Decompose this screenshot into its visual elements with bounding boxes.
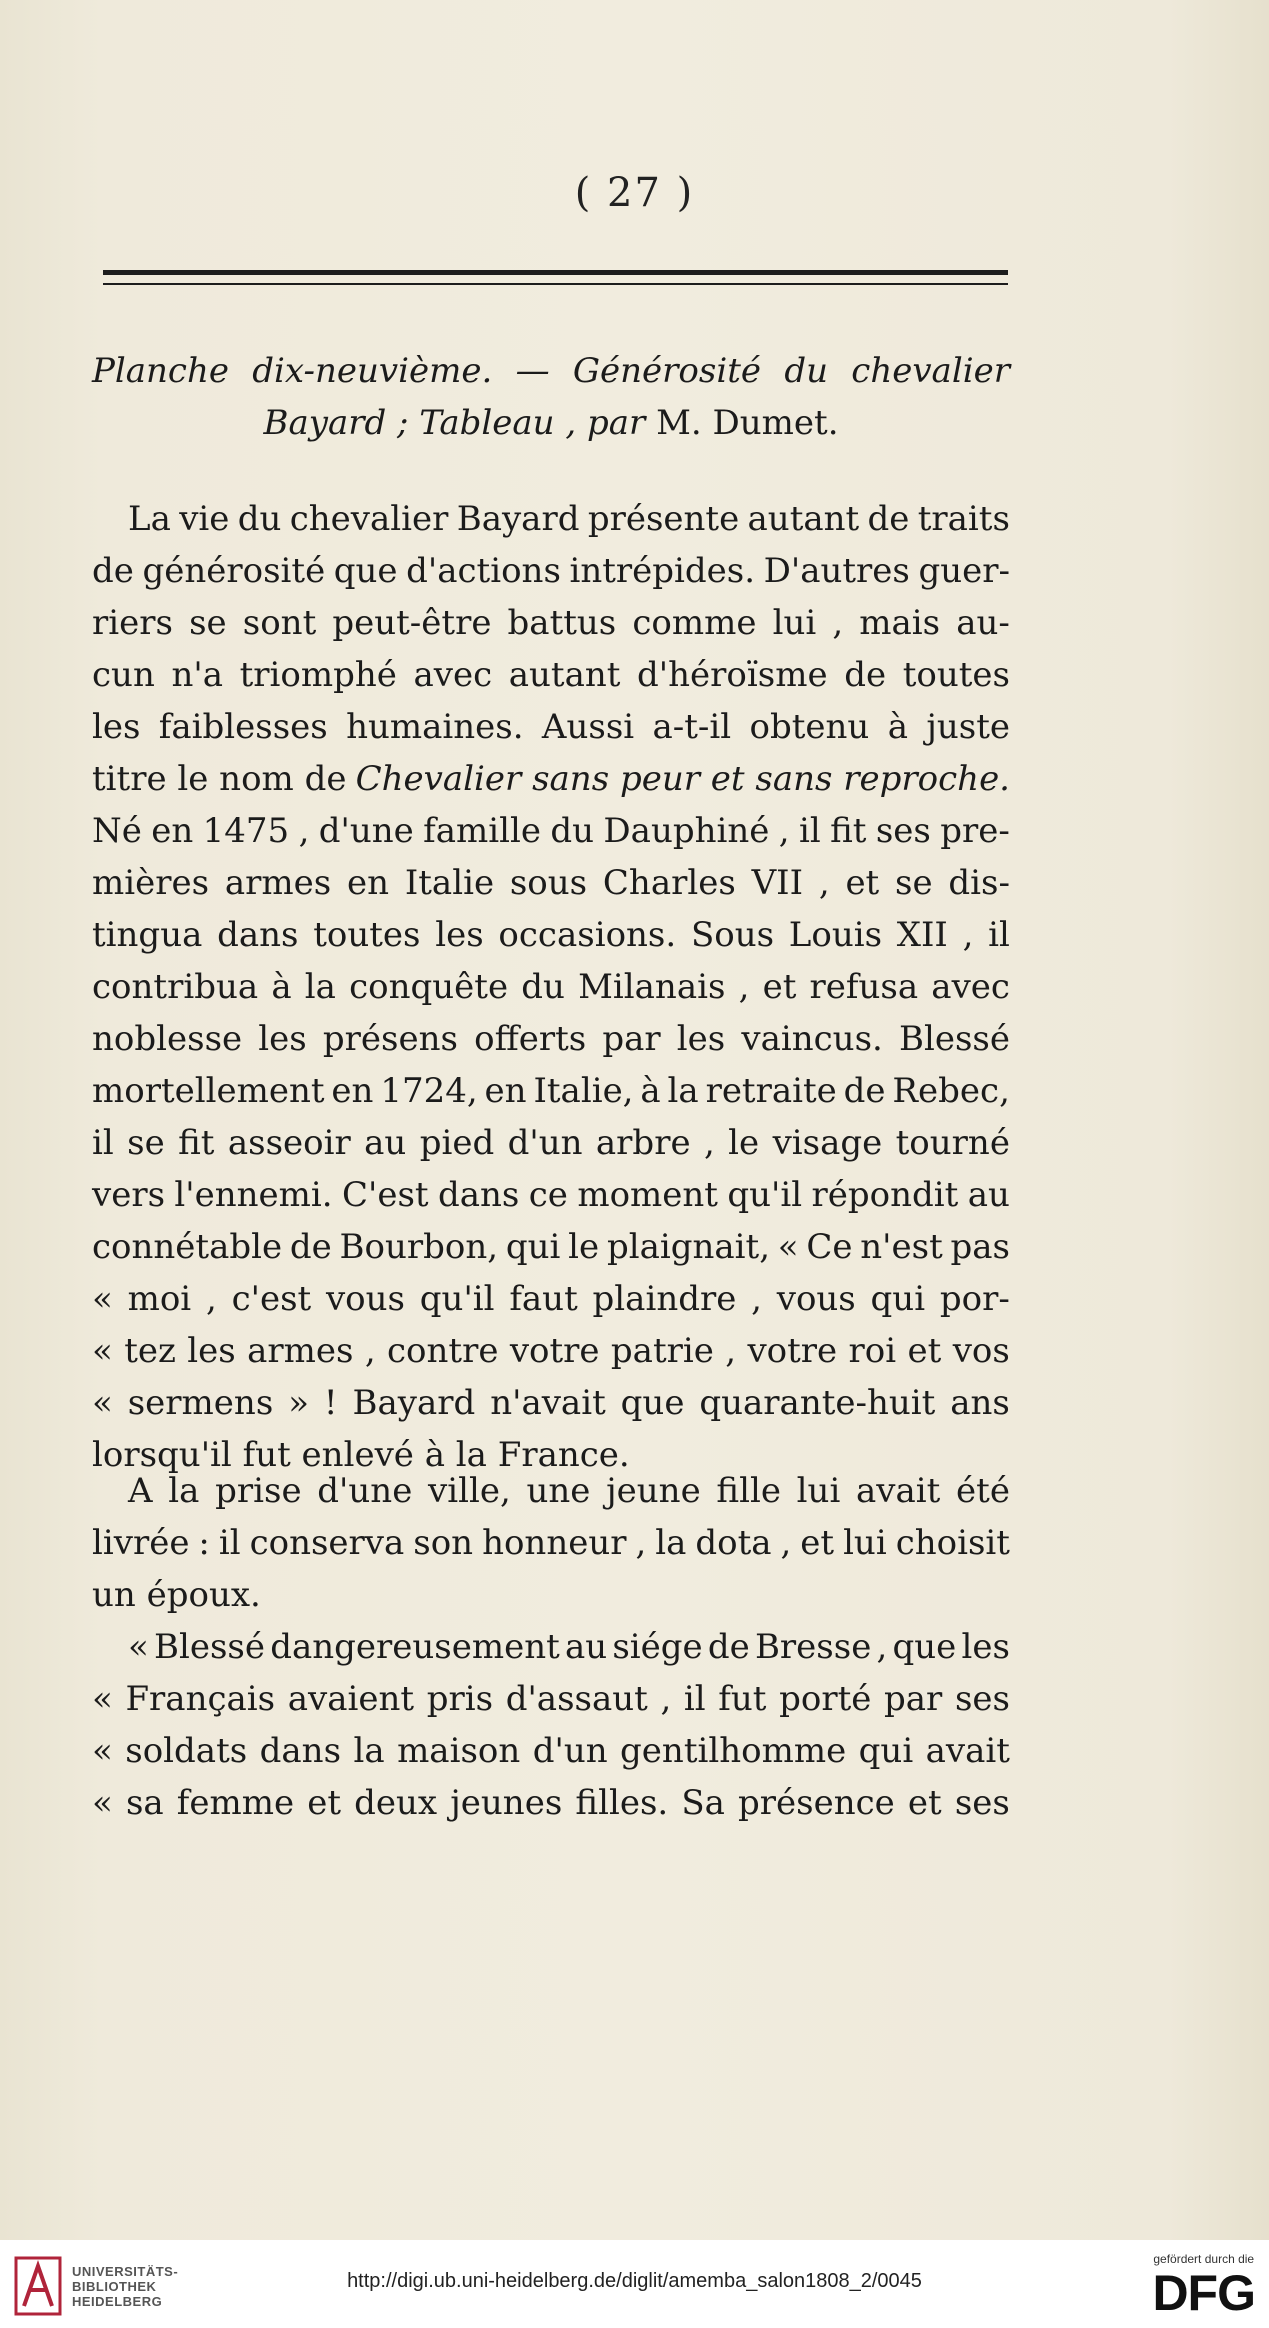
page-number: ( 27 ) — [574, 170, 695, 216]
word: faut — [509, 1279, 578, 1319]
word: les — [435, 915, 484, 955]
viewer-footer — [0, 2240, 1269, 2328]
word: armes — [247, 1331, 354, 1371]
word: le — [568, 1227, 600, 1267]
word: , — [364, 1331, 376, 1371]
paragraph-2 — [92, 1465, 1010, 1621]
word: , — [832, 603, 844, 643]
heading-italic: Bayard ; Tableau , par — [263, 403, 646, 443]
word: Bayard — [456, 499, 580, 539]
header-rule-thick — [103, 270, 1008, 275]
word: plaignait, — [606, 1227, 770, 1267]
word: mais — [859, 603, 941, 643]
text-line — [92, 1065, 1010, 1117]
heading-word: Générosité — [572, 351, 762, 391]
word: livrée — [92, 1523, 190, 1563]
word: occasions. — [498, 915, 677, 955]
word: « — [92, 1679, 113, 1719]
word: sermens — [127, 1383, 274, 1423]
word: fut — [718, 1679, 767, 1719]
word: qui — [505, 1227, 561, 1267]
word: refusa — [809, 967, 919, 1007]
text-line — [92, 1273, 1010, 1325]
word: soldats — [125, 1731, 248, 1771]
library-name-line: UNIVERSITÄTS- — [72, 2263, 179, 2279]
word: « — [92, 1331, 113, 1371]
word: se — [189, 603, 227, 643]
word: , — [703, 1123, 715, 1163]
word: répondit — [811, 1175, 959, 1215]
word: ! — [323, 1383, 338, 1423]
word: Italie, — [533, 1071, 634, 1111]
word: il — [798, 811, 821, 851]
word: de — [843, 1071, 886, 1111]
text-line — [92, 1221, 1010, 1273]
word: riers — [92, 603, 173, 643]
word: arbre — [595, 1123, 691, 1163]
text-line: lorsqu'il fut enlevé à la France. — [92, 1435, 630, 1475]
word: il — [683, 1679, 706, 1719]
heading-word: chevalier — [851, 351, 1010, 391]
word: lui — [772, 603, 817, 643]
word: faiblesses — [158, 707, 328, 747]
word: du — [521, 967, 565, 1007]
text-line — [92, 545, 1010, 597]
word: d'un — [532, 1731, 608, 1771]
word: tez — [124, 1331, 176, 1371]
word: VII — [751, 863, 804, 903]
word: été — [956, 1471, 1010, 1511]
word: la — [304, 967, 336, 1007]
word: les — [676, 1019, 726, 1059]
word: il — [218, 1523, 241, 1563]
word: et — [762, 967, 797, 1007]
word: Sa — [681, 1783, 725, 1823]
word: par — [602, 1019, 661, 1059]
word: c'est — [231, 1279, 312, 1319]
word: peut-être — [332, 603, 492, 643]
word: deux — [354, 1783, 438, 1823]
word: Milanais — [578, 967, 726, 1007]
word: et — [800, 1523, 835, 1563]
word: roi — [848, 1331, 897, 1371]
word: jeune — [606, 1471, 701, 1511]
heading-line-1 — [92, 345, 1010, 397]
funder-logo[interactable] — [1152, 2252, 1255, 2320]
word: n'est — [860, 1227, 943, 1267]
heading-word: du — [784, 351, 828, 391]
word: vie — [179, 499, 230, 539]
word: Italie — [404, 863, 495, 903]
word: , — [778, 811, 790, 851]
word: ville, — [428, 1471, 511, 1511]
word: de — [844, 655, 887, 695]
word: ses — [875, 811, 931, 851]
word: La — [128, 499, 171, 539]
word: que — [620, 1383, 685, 1423]
word: , — [635, 1523, 647, 1563]
word: quarante-huit — [699, 1383, 936, 1423]
word: « — [92, 1731, 113, 1771]
word: qui — [870, 1279, 926, 1319]
word: dis- — [948, 863, 1010, 903]
word: dota — [695, 1523, 772, 1563]
word: maison — [397, 1731, 521, 1771]
word: guer- — [918, 551, 1010, 591]
text-line — [92, 1013, 1010, 1065]
word: présence — [738, 1783, 895, 1823]
word: en — [347, 863, 390, 903]
word: et — [907, 1331, 942, 1371]
word: « — [92, 1279, 113, 1319]
word: et — [307, 1783, 342, 1823]
word: mortellement — [92, 1071, 325, 1111]
word: comme — [632, 603, 757, 643]
word: avaient — [287, 1679, 415, 1719]
text-line — [92, 961, 1010, 1013]
word: contre — [387, 1331, 499, 1371]
word: autant — [747, 499, 860, 539]
word: connétable — [92, 1227, 283, 1267]
text-line — [92, 1377, 1010, 1429]
text-line — [92, 597, 1010, 649]
word: Aussi — [541, 707, 635, 747]
word: siége — [612, 1627, 703, 1667]
word: la — [655, 1523, 687, 1563]
text-line — [92, 805, 1010, 857]
word: Sous — [690, 915, 775, 955]
word: par — [884, 1679, 943, 1719]
word: famille — [423, 811, 541, 851]
word: sa — [125, 1783, 164, 1823]
word: n'avait — [490, 1383, 606, 1423]
heading-line-2 — [92, 397, 1010, 449]
word: sont — [242, 603, 317, 643]
text-line — [92, 1777, 1010, 1829]
text-line — [92, 1117, 1010, 1169]
word: « — [128, 1627, 149, 1667]
word: noblesse — [92, 1019, 243, 1059]
word: qu'il — [419, 1279, 495, 1319]
word: fit — [830, 811, 867, 851]
word: , — [298, 811, 310, 851]
word: Blessé — [154, 1627, 265, 1667]
word: fille — [716, 1471, 781, 1511]
heading-author: M. Dumet. — [656, 403, 839, 443]
word: tingua — [92, 915, 203, 955]
word: contribua — [92, 967, 259, 1007]
word: d'héroïsme — [637, 655, 828, 695]
word: se — [127, 1123, 165, 1163]
word: armes — [224, 863, 332, 903]
word: son — [413, 1523, 474, 1563]
word: , — [205, 1279, 217, 1319]
word: pied — [419, 1123, 495, 1163]
word: avait — [856, 1471, 941, 1511]
word: , — [962, 915, 974, 955]
word: Français — [125, 1679, 276, 1719]
word: D'autres — [763, 551, 910, 591]
word: Louis — [788, 915, 883, 955]
word: por- — [939, 1279, 1010, 1319]
word: qu'il — [727, 1175, 803, 1215]
library-name-line: HEIDELBERG — [72, 2293, 163, 2309]
word: le — [728, 1123, 760, 1163]
word: honneur — [482, 1523, 627, 1563]
word: votre — [747, 1331, 838, 1371]
word: du — [550, 811, 595, 851]
word: vous — [325, 1279, 405, 1319]
word: conquête — [349, 967, 509, 1007]
plate-heading — [92, 345, 1010, 449]
word: triomphé — [239, 655, 397, 695]
word: dans — [217, 915, 299, 955]
word: mières — [92, 863, 210, 903]
word: la — [667, 1071, 699, 1111]
word: ses — [954, 1679, 1010, 1719]
word: générosité — [142, 551, 326, 591]
word: d'assaut — [505, 1679, 648, 1719]
word: votre — [509, 1331, 600, 1371]
word: autant — [508, 655, 621, 695]
word: , — [725, 1331, 737, 1371]
word: vaincus. — [741, 1019, 883, 1059]
word: de — [289, 1227, 332, 1267]
word: dans — [259, 1731, 342, 1771]
header-rule-thin — [103, 283, 1008, 285]
word: la — [168, 1471, 200, 1511]
word: prise — [215, 1471, 302, 1511]
text-line — [92, 1465, 1010, 1517]
word: toutes — [313, 915, 421, 955]
word: sous — [509, 863, 588, 903]
word: que — [333, 551, 398, 591]
word: les — [258, 1019, 307, 1059]
word: toutes — [902, 655, 1010, 695]
word: de — [92, 551, 134, 591]
word: vous — [776, 1279, 856, 1319]
text-line — [92, 1621, 1010, 1673]
library-name-line: BIBLIOTHEK — [72, 2278, 157, 2294]
word: offerts — [474, 1019, 587, 1059]
word: avec — [931, 967, 1010, 1007]
word: et — [845, 863, 880, 903]
word: ce — [528, 1175, 568, 1215]
text-line — [92, 701, 1010, 753]
word: dans — [437, 1175, 520, 1215]
word: conserva — [249, 1523, 405, 1563]
word: au- — [956, 603, 1010, 643]
word: une — [526, 1471, 591, 1511]
word: tourné — [895, 1123, 1010, 1163]
word: filles. — [575, 1783, 669, 1823]
word: les — [961, 1627, 1010, 1667]
word: plaindre — [592, 1279, 737, 1319]
heading-word: dix-neuvième. — [252, 351, 493, 391]
word: femme — [176, 1783, 295, 1823]
word: « — [92, 1383, 113, 1423]
word: Bresse — [754, 1627, 872, 1667]
word: a-t-il — [652, 707, 732, 747]
word: vos — [952, 1331, 1010, 1371]
word: les — [92, 707, 141, 747]
word: cun — [92, 655, 155, 695]
permalink-url[interactable]: http://digi.ub.uni-heidelberg.de/diglit/amemba_salon1808_2/0045 — [347, 2270, 922, 2292]
word: n'a — [171, 655, 223, 695]
word: d'un — [507, 1123, 583, 1163]
word: de — [867, 499, 910, 539]
word: pas — [950, 1227, 1010, 1267]
text-line — [92, 649, 1010, 701]
word: en — [331, 1071, 374, 1111]
word: ses — [954, 1783, 1010, 1823]
word: Né — [92, 811, 142, 851]
word: visage — [772, 1123, 883, 1163]
word: à — [271, 967, 292, 1007]
word: , — [660, 1679, 672, 1719]
word: présens — [322, 1019, 458, 1059]
word: que — [892, 1627, 957, 1667]
word: d'une — [317, 1471, 413, 1511]
text-line-with-epithet — [92, 753, 1010, 805]
word: de — [707, 1627, 750, 1667]
word: battus — [507, 603, 617, 643]
word: chevalier — [289, 499, 449, 539]
word: patrie — [610, 1331, 714, 1371]
word: à — [887, 707, 908, 747]
word: : — [198, 1523, 210, 1563]
word: se — [895, 863, 933, 903]
word: il — [988, 915, 1010, 955]
word: ans — [950, 1383, 1010, 1423]
word: lui — [843, 1523, 887, 1563]
text-line — [92, 493, 1010, 545]
word: Dauphiné — [603, 811, 770, 851]
word: « — [777, 1227, 799, 1267]
word: les — [187, 1331, 236, 1371]
word: au — [364, 1123, 407, 1163]
word: qui — [858, 1731, 914, 1771]
word: Charles — [602, 863, 736, 903]
word: , — [818, 863, 830, 903]
word: l'ennemi. — [174, 1175, 333, 1215]
word: juste — [926, 707, 1010, 747]
text-line — [92, 857, 1010, 909]
word: et — [907, 1783, 942, 1823]
text-line — [92, 1517, 1010, 1569]
word: avait — [925, 1731, 1010, 1771]
word: pris — [426, 1679, 494, 1719]
word: obtenu — [749, 707, 870, 747]
word: pre- — [940, 811, 1010, 851]
word: traits — [917, 499, 1010, 539]
word: vers — [92, 1175, 166, 1215]
word: gentilhomme — [620, 1731, 847, 1771]
word: du — [237, 499, 282, 539]
word: d'actions — [406, 551, 561, 591]
word: humaines. — [346, 707, 524, 747]
word: 1475 — [202, 811, 290, 851]
word: lui — [796, 1471, 841, 1511]
word: la — [353, 1731, 385, 1771]
word: présente — [587, 499, 740, 539]
paragraph-3 — [92, 1621, 1010, 1829]
word: dangereusement — [270, 1627, 560, 1667]
word: XII — [896, 915, 948, 955]
word: , — [738, 967, 750, 1007]
word: il — [92, 1123, 114, 1163]
word: C'est — [342, 1175, 429, 1215]
word: » — [288, 1383, 309, 1423]
word: , — [751, 1279, 762, 1319]
word: d'une — [318, 811, 414, 851]
word: avec — [413, 655, 493, 695]
word: , — [876, 1627, 888, 1667]
text-line — [92, 909, 1010, 961]
word: Ce — [806, 1227, 853, 1267]
word: moi — [127, 1279, 192, 1319]
word: choisit — [895, 1523, 1010, 1563]
word: 1724, — [380, 1071, 478, 1111]
word: jeunes — [450, 1783, 563, 1823]
word: intrépides. — [569, 551, 756, 591]
word: Bourbon, — [339, 1227, 499, 1267]
word: en — [151, 811, 194, 851]
word: à — [640, 1071, 661, 1111]
word: fit — [178, 1123, 215, 1163]
text-line — [92, 1725, 1010, 1777]
text-line: un époux. — [92, 1575, 261, 1615]
funder-label: gefördert durch die — [1153, 2252, 1255, 2266]
word: au — [564, 1627, 608, 1667]
paragraph-1 — [92, 493, 1010, 1481]
text-line — [92, 1325, 1010, 1377]
word: moment — [577, 1175, 718, 1215]
text-span: titre le nom de — [92, 759, 347, 799]
word: Blessé — [898, 1019, 1010, 1059]
word: « — [92, 1783, 113, 1823]
word: porté — [779, 1679, 872, 1719]
word: asseoir — [227, 1123, 351, 1163]
word: au — [967, 1175, 1010, 1215]
word: Bayard — [352, 1383, 476, 1423]
word: en — [484, 1071, 527, 1111]
text-line — [92, 1673, 1010, 1725]
heading-word: Planche — [92, 351, 229, 391]
text-line — [92, 1169, 1010, 1221]
word: retraite — [705, 1071, 837, 1111]
dfg-logo-text: DFG — [1152, 2265, 1255, 2321]
epithet-italic: Chevalier sans peur et sans reproche. — [355, 759, 1010, 799]
word: Rebec, — [892, 1071, 1010, 1111]
word: , — [780, 1523, 792, 1563]
heading-word: — — [515, 351, 550, 391]
word: A — [128, 1471, 153, 1511]
